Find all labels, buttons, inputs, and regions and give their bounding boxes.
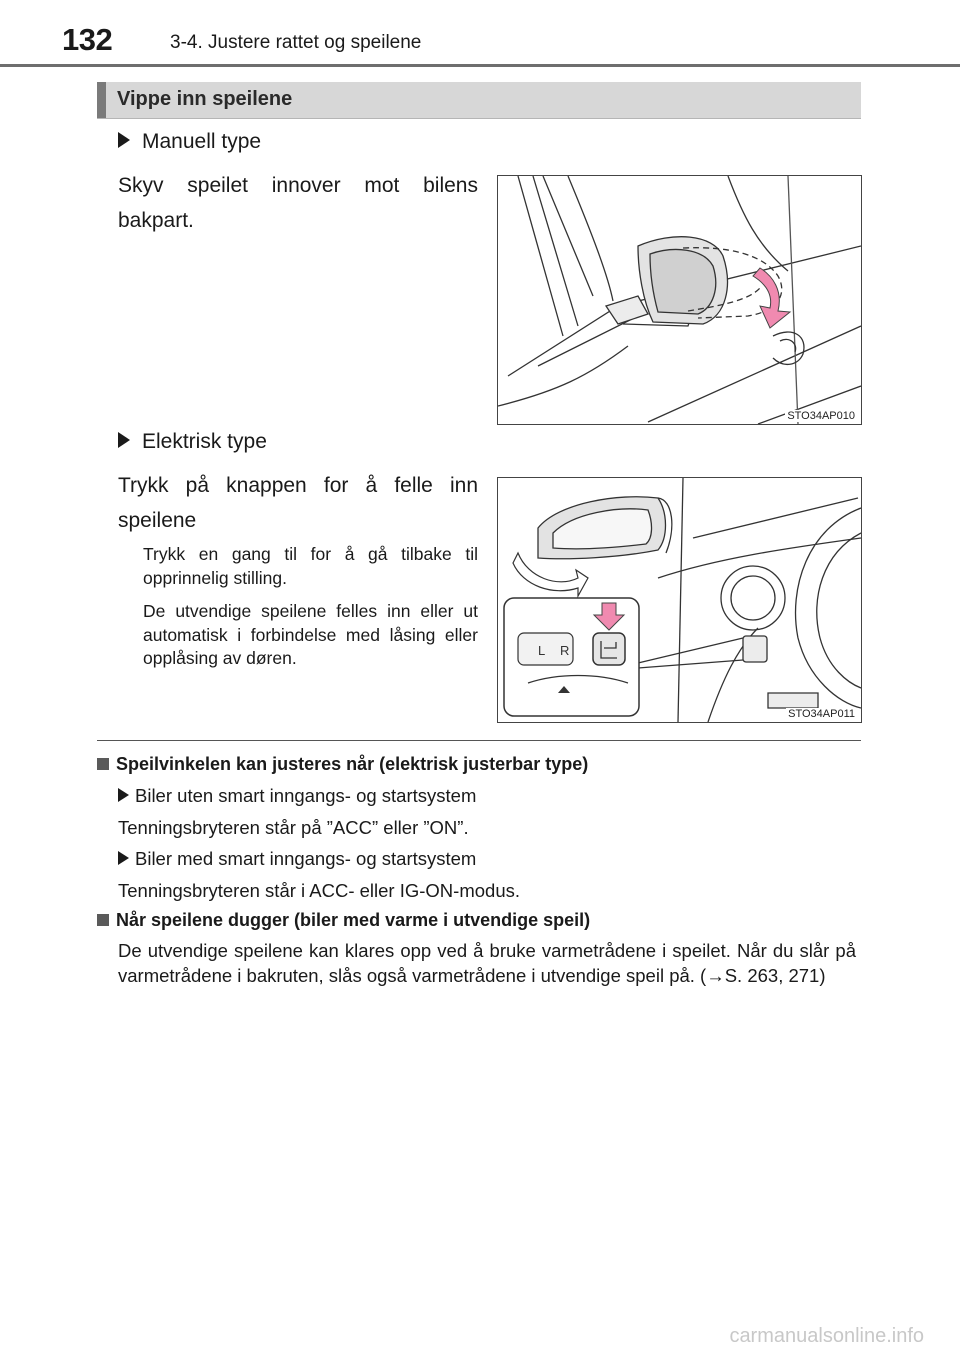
info1-case1-label bbox=[118, 783, 476, 808]
manual-type-heading-text: Manuell type bbox=[142, 130, 262, 153]
electric-type-heading-text: Elektrisk type bbox=[142, 430, 267, 453]
triangle-bullet-icon bbox=[118, 851, 129, 865]
square-bullet-icon bbox=[97, 758, 109, 770]
square-bullet-icon bbox=[97, 914, 109, 926]
manual-mirror-figure bbox=[497, 175, 862, 425]
info1-case2-label-text: Biler med smart inngangs- og startsystem bbox=[135, 848, 477, 869]
electric-mirror-illustration bbox=[498, 478, 861, 722]
header-rule bbox=[0, 64, 960, 67]
section-underline bbox=[97, 118, 861, 119]
info1-heading bbox=[97, 754, 588, 775]
info1-case1-label-text: Biler uten smart inngangs- og startsystem bbox=[135, 785, 477, 806]
watermark: carmanualsonline.info bbox=[729, 1325, 924, 1347]
triangle-bullet-icon bbox=[118, 432, 130, 448]
info1-case1-text: Tenningsbryteren står på ”ACC” eller ”ON”. bbox=[118, 817, 469, 838]
manual-figure-code: STO34AP010 bbox=[787, 410, 855, 422]
chapter-title: 3-4. Justere rattet og speilene bbox=[170, 32, 422, 53]
manual-instruction: Skyv speilet innover mot bilens bakpart. bbox=[118, 174, 478, 232]
triangle-bullet-icon bbox=[118, 132, 130, 148]
info2-heading bbox=[97, 910, 590, 931]
section-title: Vippe inn speilene bbox=[117, 88, 293, 110]
electric-figure-code: STO34AP011 bbox=[788, 708, 855, 720]
manual-mirror-illustration bbox=[498, 176, 861, 424]
electric-type-heading bbox=[118, 430, 267, 454]
section-divider bbox=[97, 740, 861, 741]
electric-mirror-figure bbox=[497, 477, 862, 723]
switch-right-label: R bbox=[560, 643, 570, 658]
info1-case2-text: Tenningsbryteren står i ACC- eller IG-ON-modus. bbox=[118, 880, 520, 901]
manual-type-heading bbox=[118, 130, 261, 154]
info2-heading-text: Når speilene dugger (biler med varme i utvendige speil) bbox=[116, 910, 591, 930]
info2-body: De utvendige speilene kan klares opp ved å bruke varmetrådene i speilet. Når du slår på varmetrådene i bakruten, slås også varmetrådene i utvendige speil på. (→S. 263, 271) bbox=[118, 940, 856, 986]
electric-note-2: De utvendige speilene felles inn eller ut automatisk i forbindelse med låsing eller opplåsing av døren. bbox=[143, 601, 478, 668]
info1-heading-text: Speilvinkelen kan justeres når (elektrisk justerbar type) bbox=[116, 754, 589, 774]
electric-instruction: Trykk på knappen for å felle inn speilene bbox=[118, 474, 478, 532]
electric-note-1: Trykk en gang til for å gå tilbake til opprinnelig stilling. bbox=[143, 544, 478, 588]
page-number: 132 bbox=[62, 22, 113, 57]
triangle-bullet-icon bbox=[118, 788, 129, 802]
switch-left-label: L bbox=[538, 643, 546, 658]
section-title-accent bbox=[97, 82, 106, 118]
info1-case2-label bbox=[118, 846, 476, 871]
section-title-bar bbox=[97, 82, 861, 118]
